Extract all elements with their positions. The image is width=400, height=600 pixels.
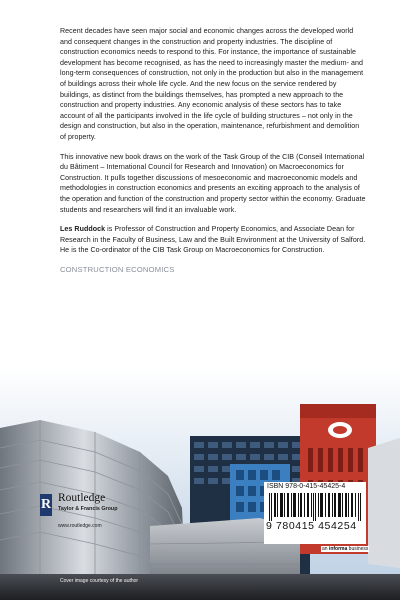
routledge-mark-icon: R (40, 494, 52, 516)
isbn-label: ISBN 978-0-415-45425-4 (267, 483, 346, 490)
author-bio-text: is Professor of Construction and Property Economics, and Associate Dean for Research in the Faculty of Business, Law and the Built Environment at the University of Salford. He is the Co-ordinator of the CIB Task Group on Macroeconomics for Construction. (60, 225, 366, 255)
informa-business-label (321, 546, 369, 552)
blurb-text (60, 26, 366, 274)
author-name: Les Ruddock (60, 225, 106, 234)
informa-prefix: an (322, 546, 329, 552)
publisher-website: www.routledge.com (58, 523, 102, 529)
publisher-name: Routledge (58, 492, 106, 504)
barcode-bars (267, 493, 363, 521)
informa-suffix: business (347, 546, 369, 552)
barcode-panel (264, 482, 366, 544)
description-paragraph-1: Recent decades have seen major social and economic changes across the developed world and consequent changes in the construction and property industries. The discipline of construction economics needs to respond to this. For instance, the importance of sustainable development has become recognised, as has the need to increasingly master the medium- and long-term consequences of construction, not only in the production but also in the management of buildings across their whole life cycle. And the new focus on the service rendered by buildings, as distinct from the buildings themselves, has prompted a new approach to the construction and property industries. Any economic analysis of these sectors has to take account of all the participants involved in the life cycle of building structures – not only in the design and construction, but also in the operation, maintenance, refurbishment and demolition of property. (60, 27, 364, 141)
publisher-group: Taylor & Francis Group (58, 506, 118, 512)
description-paragraph-2: This innovative new book draws on the work of the Task Group of the CIB (Conseil International du Bâtiment – International Council for Research and Innovation) on Macroeconomics for Construction. It pulls together discussions of mesoeconomic and macroeconomic models and methodologies in construction economics and presents an exciting approach to the analysis of the operation and function of the construction and property sector within the economy. Graduate students and researchers will find it an invaluable work. (60, 152, 366, 214)
cover-image-credit: Cover image courtesy of the author (60, 578, 139, 584)
author-bio (60, 224, 366, 256)
publisher-logo (40, 491, 130, 535)
barcode-digits: 9 780415 454254 (266, 520, 357, 532)
series-label: CONSTRUCTION ECONOMICS (60, 264, 175, 274)
informa-brand: informa (328, 546, 348, 552)
